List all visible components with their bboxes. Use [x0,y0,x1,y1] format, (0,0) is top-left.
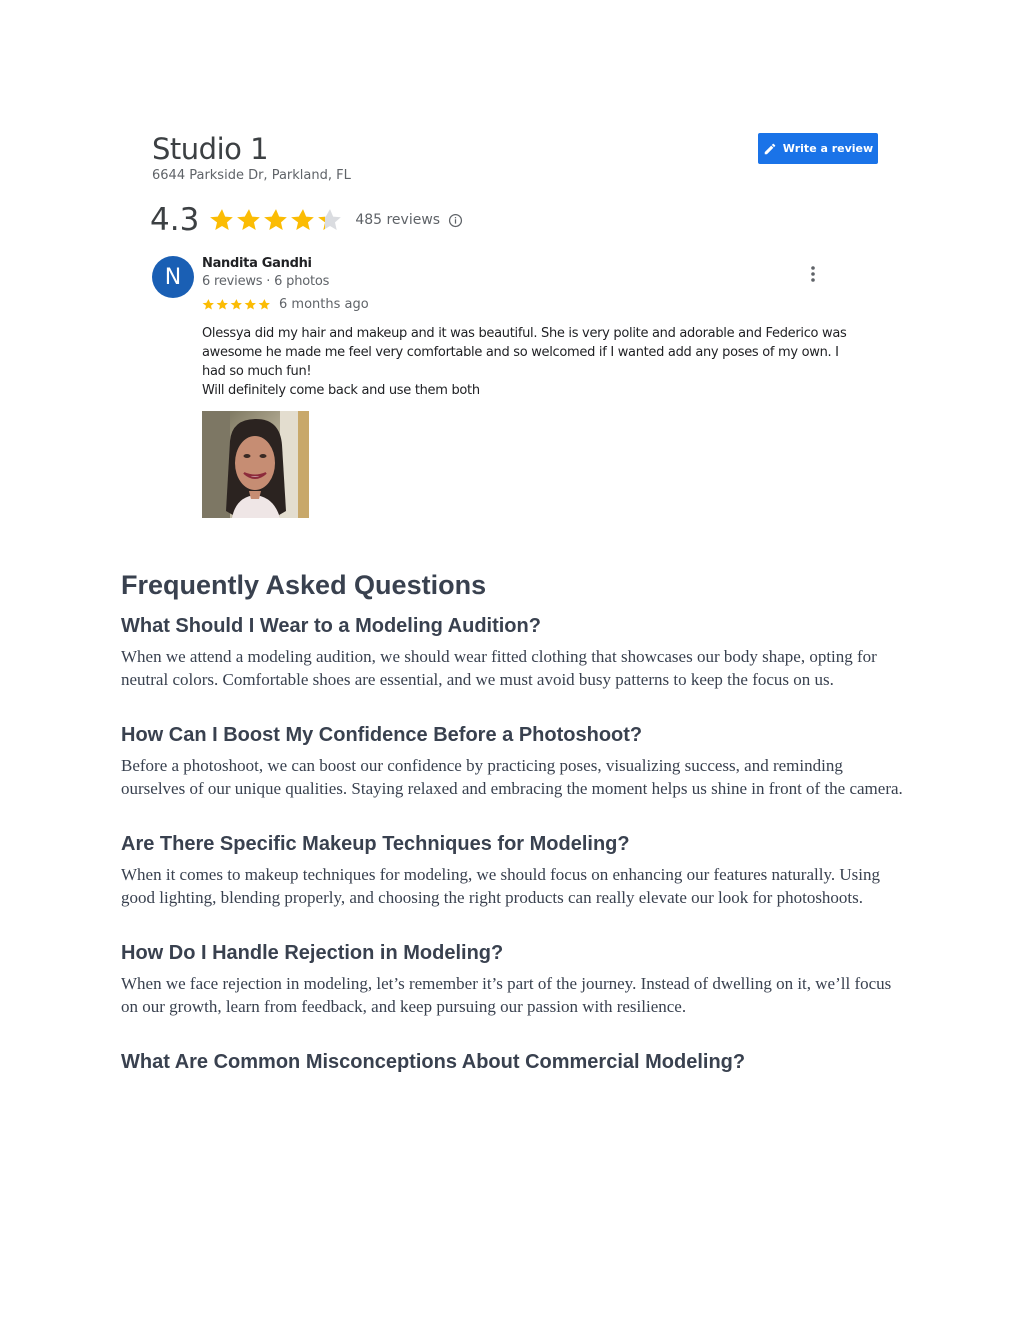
faq-question: What Should I Wear to a Modeling Audition? [121,615,541,637]
review-photo-image [202,411,309,518]
faq-answer: When it comes to makeup techniques for modeling, we should focus on enhancing our features naturally. Using good lighting, blending properly, and choosing the right products can really elevate our look for photoshoots. [121,865,880,907]
star-icon [216,298,229,311]
star-icon [290,207,316,233]
star-icon [230,298,243,311]
review-card [150,130,880,540]
rating-summary [150,200,463,240]
review-stars [202,298,271,311]
rating-value: 4.3 [150,202,200,238]
reviews-count[interactable]: 485 reviews [355,212,441,228]
review-text [202,324,862,400]
faq-section [121,568,911,1081]
faq-answer: Before a photoshoot, we can boost our confidence by practicing poses, visualizing success, and reminding ourselves of our unique qualities. Staying relaxed and embracing the moment helps us shine in front of the camera. [121,756,903,798]
rating-stars [209,207,343,233]
faq-question: How Can I Boost My Confidence Before a Photoshoot? [121,724,643,746]
star-icon [317,207,343,233]
business-name: Studio 1 [152,132,269,166]
reviewer-meta: 6 reviews · 6 photos [202,274,330,289]
faq-question: What Are Common Misconceptions About Commercial Modeling? [121,1051,746,1073]
write-review-button[interactable] [758,133,878,164]
star-icon [263,207,289,233]
review-date: 6 months ago [279,297,369,312]
info-icon[interactable] [448,213,463,228]
more-vert-icon[interactable] [808,264,818,284]
review-photo[interactable] [202,411,309,518]
star-icon [236,207,262,233]
write-review-label: Write a review [782,142,874,155]
reviewer-name[interactable]: Nandita Gandhi [202,256,312,271]
star-icon [244,298,257,311]
review-rating-row [202,297,369,312]
star-icon [258,298,271,311]
faq-title: Frequently Asked Questions [121,570,487,600]
business-address: 6644 Parkside Dr, Parkland, FL [152,168,351,183]
review-text-line: Will definitely come back and use them both [202,383,480,398]
star-icon [209,207,235,233]
faq-answer: When we face rejection in modeling, let’s remember it’s part of the journey. Instead of dwelling on it, we’ll focus on our growth, learn from feedback, and keep pursuing our passion with resilience. [121,974,892,1016]
avatar[interactable]: N [152,256,194,298]
pencil-icon [763,142,777,156]
star-icon [202,298,215,311]
faq-answer: When we attend a modeling audition, we should wear fitted clothing that showcases our body shape, opting for neutral colors. Comfortable shoes are essential, and we must avoid busy patterns to keep the focus on us. [121,647,877,689]
faq-question: Are There Specific Makeup Techniques for Modeling? [121,833,630,855]
faq-question: How Do I Handle Rejection in Modeling? [121,942,504,964]
review-text-line: Olessya did my hair and makeup and it was beautiful. She is very polite and adorable and Federico was awesome he made me feel very comfortable and so welcomed if I wanted add any poses of my own. I had so much fun! [202,326,847,379]
